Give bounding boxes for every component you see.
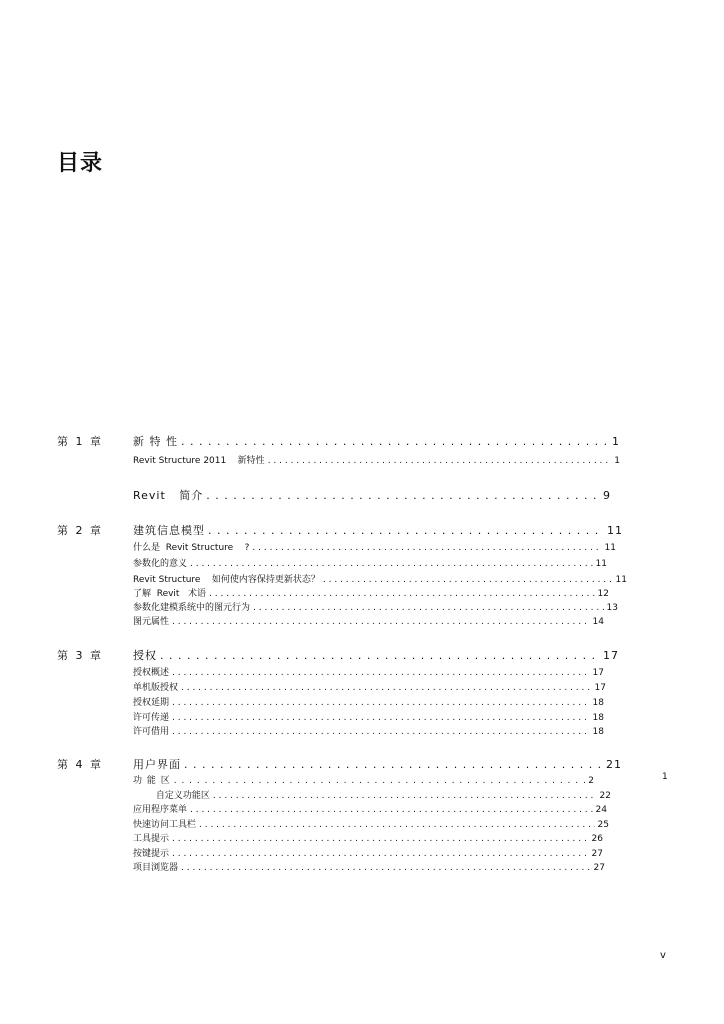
toc-entry[interactable] (133, 695, 604, 708)
toc-entry-title: Revit 简介 (133, 489, 204, 502)
toc-entry-page: 18 (592, 698, 604, 708)
toc-entry[interactable] (133, 756, 622, 772)
toc-entry-title: 授权概述 (133, 668, 170, 678)
dot-leader (209, 589, 595, 599)
toc-entry[interactable] (133, 788, 611, 801)
toc-entry[interactable] (133, 680, 606, 693)
toc-entry-title: 新 特 性 (133, 435, 178, 448)
page-number-footer: v (660, 950, 666, 961)
dot-leader (172, 617, 590, 627)
toc-entry-page: 1 (612, 435, 620, 448)
toc-entry[interactable] (133, 817, 609, 830)
toc-entry[interactable] (133, 453, 620, 466)
toc-entry-title: 快速访问工具栏 (133, 820, 197, 830)
toc-entry[interactable] (133, 710, 604, 723)
dot-leader (208, 524, 604, 537)
toc-entry[interactable] (133, 522, 623, 538)
toc-entry-page: 21 (606, 758, 622, 771)
dot-leader (172, 698, 590, 708)
dot-leader (160, 649, 600, 662)
dot-leader (190, 805, 593, 815)
toc-entry[interactable] (133, 556, 607, 569)
toc-entry-title: Revit Structure 如何使内容保持更新状态？ (133, 575, 320, 585)
toc-entry-page: 11 (607, 524, 623, 537)
dot-leader (252, 543, 601, 553)
toc-entry-title: 单机版授权 (133, 683, 179, 693)
toc-entry-page: 18 (592, 713, 604, 723)
toc-entry-page: 17 (592, 668, 604, 678)
toc-entry-title: 自定义功能区 (133, 791, 210, 801)
dot-leader (268, 456, 612, 466)
dot-leader (172, 849, 589, 859)
toc-entry[interactable] (133, 600, 618, 613)
toc-entry-page: 22 (599, 791, 611, 801)
toc-entry-title: 参数化的意义 (133, 559, 188, 569)
toc-entry-title: 建筑信息模型 (133, 524, 205, 537)
dot-leader (323, 575, 613, 585)
toc-entry-title: 什么是 Revit Structure ? (133, 543, 250, 553)
toc-entry[interactable] (133, 540, 616, 553)
toc-entry-page: 27 (593, 863, 605, 873)
toc-entry[interactable] (133, 614, 604, 627)
toc-entry-page: 27 (591, 849, 603, 859)
toc-entry-page: 11 (595, 559, 607, 569)
toc-entry-page: 18 (592, 727, 604, 737)
toc-entry-title: 授权 (133, 649, 157, 662)
dot-leader (172, 727, 590, 737)
dot-leader (174, 776, 586, 786)
toc-entry[interactable] (133, 860, 605, 873)
dot-leader (206, 489, 600, 502)
toc-entry-page: 11 (615, 575, 627, 585)
toc-entry-page: 1 (614, 456, 620, 466)
dot-leader (190, 559, 593, 569)
toc-entry-title: 了解 Revit 术语 (133, 589, 207, 599)
toc-entry-title: 用户界面 (133, 758, 181, 771)
toc-entry-page: 25 (597, 820, 609, 830)
toc-entry-title: 按键提示 (133, 849, 170, 859)
toc-entry-title: 许可传递 (133, 713, 170, 723)
toc-entry-page: 2 (588, 776, 595, 786)
toc-entry[interactable] (133, 572, 627, 585)
dot-leader (181, 435, 609, 448)
dot-leader (181, 683, 592, 693)
toc-entry-title: 图元属性 (133, 617, 170, 627)
toc-entry-page: 24 (595, 805, 607, 815)
dot-leader (181, 863, 591, 873)
dot-leader (213, 791, 597, 801)
dot-leader (253, 603, 604, 613)
toc-entry-page: 14 (592, 617, 604, 627)
toc-entry-page: 17 (603, 649, 619, 662)
toc-entry-title: 许可借用 (133, 727, 170, 737)
toc-entry-title: 应用程序菜单 (133, 805, 188, 815)
toc-entry[interactable] (133, 846, 603, 859)
toc-entry[interactable] (133, 647, 619, 663)
toc-entry-page: 13 (606, 603, 618, 613)
toc-entry-page: 26 (591, 834, 603, 844)
toc-entry[interactable] (133, 773, 595, 786)
page-title: 目录 (57, 151, 104, 176)
dot-leader (172, 713, 590, 723)
toc-entry[interactable] (133, 831, 603, 844)
toc-entry-title: 参数化建模系统中的图元行为 (133, 603, 251, 613)
toc-entry-title: 授权延期 (133, 698, 170, 708)
toc-entry-title: 功 能 区 (133, 776, 171, 786)
chapter-label: 第 3 章 (57, 649, 103, 662)
chapter-label: 第 1 章 (57, 435, 103, 448)
toc-entry[interactable] (133, 487, 611, 503)
dot-leader (199, 820, 595, 830)
dot-leader (184, 758, 603, 771)
toc-entry-title: 工具提示 (133, 834, 170, 844)
toc-entry-page: 17 (594, 683, 606, 693)
toc-entry[interactable] (133, 802, 607, 815)
dot-leader (172, 834, 589, 844)
dot-leader (172, 668, 590, 678)
toc-entry-page: 11 (604, 543, 616, 553)
toc-entry[interactable] (133, 724, 604, 737)
toc-entry[interactable] (133, 433, 620, 449)
toc-entry-title: Revit Structure 2011 新特性 (133, 456, 265, 466)
toc-entry-page: 12 (597, 589, 609, 599)
stray-page-digit: 1 (662, 772, 668, 782)
toc-entry-title: 项目浏览器 (133, 863, 179, 873)
chapter-label: 第 4 章 (57, 758, 103, 771)
toc-entry[interactable] (133, 586, 609, 599)
toc-entry-page: 9 (603, 489, 611, 502)
chapter-label: 第 2 章 (57, 524, 103, 537)
toc-entry[interactable] (133, 665, 604, 678)
